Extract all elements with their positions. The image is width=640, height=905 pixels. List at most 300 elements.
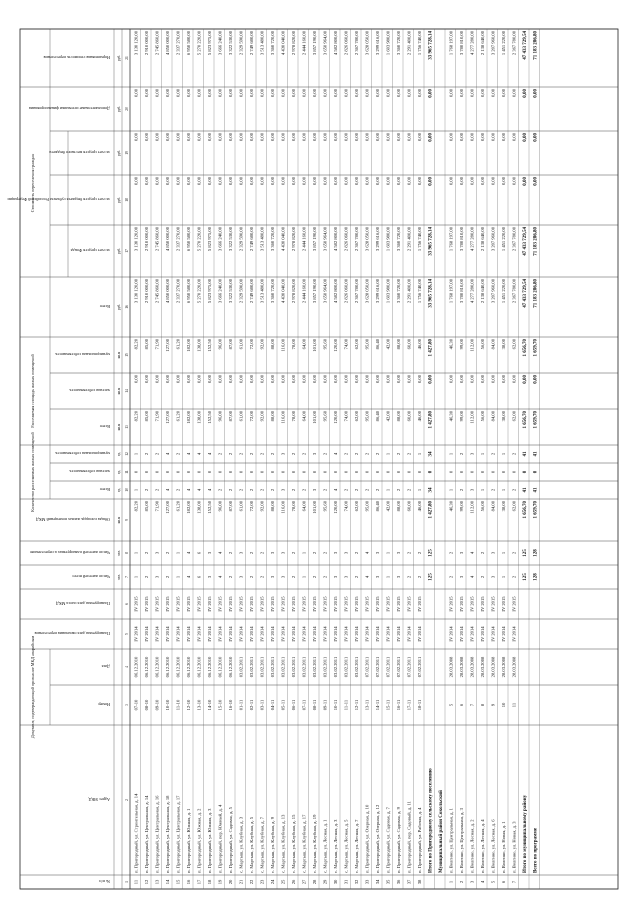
table-row: 1 451 220,00	[501, 31, 506, 56]
table-row: 0,00	[322, 133, 328, 142]
table-row: 2	[354, 575, 359, 579]
table-row: 0	[448, 470, 454, 474]
table-row: 0	[417, 470, 422, 474]
table-row: 3	[459, 575, 464, 579]
table-row: 12-10	[186, 699, 191, 711]
table-row: п. Пригородный, ул. Южная, д. 1	[186, 808, 191, 873]
table-row: 3 650 964,00	[322, 279, 328, 304]
table-row: 120,00	[333, 501, 338, 514]
table-row: 2	[175, 452, 181, 456]
table-row: 0,00	[207, 133, 212, 142]
table-row: 6	[196, 551, 202, 555]
table-row: 3	[396, 575, 401, 579]
table-row: 2 444 160,00	[301, 227, 307, 252]
table-row: 2	[144, 551, 149, 555]
table-row: 0,00	[396, 375, 401, 384]
table-row: IV 2014	[133, 626, 139, 642]
column-header: Планируемая дата окончания переселения	[34, 631, 110, 636]
table-row: 152,50	[207, 339, 212, 352]
table-row: 0	[133, 470, 139, 474]
table-row: 1	[480, 452, 485, 456]
table-row: IV 2014	[322, 626, 328, 642]
table-row: 96,00	[217, 411, 223, 422]
table-row: 4 277 280,00	[469, 279, 475, 304]
subtotal-row: 0,00	[523, 89, 528, 98]
table-row: 0,00	[259, 177, 265, 186]
table-row: 3 207 960,00	[490, 227, 496, 252]
table-row: 0,00	[259, 375, 265, 384]
table-row: 99,00	[459, 339, 464, 350]
table-row: 0,00	[312, 177, 317, 186]
table-row: 18	[207, 879, 212, 885]
table-row: 3	[280, 452, 286, 456]
table-row: 0,00	[322, 375, 328, 384]
grand-total-row: 41	[533, 487, 539, 493]
table-row: 0	[490, 470, 496, 474]
column-number: 9	[125, 519, 129, 521]
table-row: 3 299 616,00	[375, 31, 380, 56]
table-row: 2	[144, 452, 149, 456]
subtotal-row: 0,00	[523, 133, 528, 142]
table-row: 1 603 980,00	[385, 279, 391, 304]
table-row: 152,50	[207, 411, 212, 424]
table-row: IV 2014	[249, 626, 254, 642]
subtotal-row: Итого по Пригородному сельскому поселению	[428, 768, 434, 873]
table-row: 0,00	[448, 375, 454, 384]
table-row: 0,00	[249, 89, 254, 98]
table-row: IV 2015	[165, 596, 170, 612]
table-row: 4	[469, 575, 475, 579]
table-row: 4 582 800,00	[333, 279, 338, 304]
column-header: Планируемая дата сноса МКД	[56, 601, 110, 606]
table-row: 07.02.2011	[364, 656, 370, 678]
table-row: 2	[312, 551, 317, 555]
unit-label: ед.	[117, 469, 121, 475]
table-row: IV 2015	[186, 596, 191, 612]
table-row: 1	[448, 880, 454, 884]
table-row: 138,00	[196, 339, 202, 352]
table-row: 1	[133, 551, 139, 555]
grand-total-row: 71 183 286,80	[533, 279, 539, 308]
table-row: 2 826 060,00	[343, 31, 349, 56]
column-number: 10	[125, 488, 129, 492]
table-row: 72,00	[249, 501, 254, 512]
table-row: 138,00	[196, 501, 202, 514]
table-row: 15-11	[385, 699, 391, 711]
table-row: 0	[270, 470, 275, 474]
table-row: 46,00	[417, 501, 422, 512]
table-row: 4	[364, 575, 370, 579]
table-row: 3	[280, 575, 286, 579]
table-row: 0	[228, 470, 233, 474]
table-row: 3 299 616,00	[375, 279, 380, 304]
table-row: 3 780 810,00	[459, 31, 464, 56]
table-row: IV 2014	[343, 626, 349, 642]
subtotal-row: 41	[523, 451, 528, 457]
table-row: 3 628 050,00	[364, 227, 370, 252]
table-row: с. Мартыш, ул. Лесная, д. 1	[322, 819, 328, 873]
table-row: IV 2015	[417, 596, 422, 612]
table-row: IV 2014	[480, 626, 485, 642]
column-header: № п/п	[99, 879, 110, 884]
table-row: IV 2014	[501, 626, 506, 642]
table-row: 2	[511, 488, 517, 492]
table-row: 21	[238, 879, 244, 885]
table-row: 6 950 580,00	[186, 31, 191, 56]
table-row: п. Пригородный, пер. Садовый, д. 11	[406, 801, 412, 873]
table-row: 2	[228, 551, 233, 555]
table-row: 0,00	[154, 89, 160, 98]
table-row: 10	[501, 702, 506, 708]
table-row: 2 745 860,00	[154, 279, 160, 304]
subtotal-row: 0	[428, 470, 434, 474]
table-row: IV 2014	[217, 626, 223, 642]
table-row: 84,00	[490, 411, 496, 422]
table-row: 0,00	[196, 133, 202, 142]
table-row: п. Волгино, ул. Лесная, д. 4	[480, 819, 485, 873]
table-row: 0,00	[144, 133, 149, 142]
subtotal-row: 0,00	[523, 177, 528, 186]
table-row: 1 768 197,00	[448, 31, 454, 56]
table-row: 1 603 980,00	[385, 31, 391, 56]
subtotal-row: 1 427,80	[428, 501, 434, 519]
table-row: 2 329 590,00	[238, 227, 244, 252]
grand-total-row: Всего по программе	[533, 827, 539, 873]
table-row: 0,00	[322, 177, 328, 186]
table-row: 02-11	[249, 699, 254, 711]
table-row: IV 2015	[375, 596, 380, 612]
column-number: 15	[125, 353, 129, 357]
table-row: 56,00	[480, 501, 485, 512]
table-row: 1	[480, 488, 485, 492]
table-row: 2	[301, 452, 307, 456]
table-row: 1 756 740,00	[417, 31, 422, 56]
table-row: 17	[196, 879, 202, 885]
table-row: 3 360 720,00	[396, 31, 401, 56]
table-row: 4	[480, 880, 485, 884]
table-row: 07.02.2011	[396, 656, 401, 678]
table-row: 46,30	[448, 501, 454, 512]
table-row: 95,60	[322, 339, 328, 350]
table-row: 0,00	[238, 133, 244, 142]
table-row: 0,00	[459, 177, 464, 186]
table-row: 0,00	[175, 177, 181, 186]
table-row: 0,00	[343, 133, 349, 142]
table-row: IV 2015	[144, 596, 149, 612]
table-row: 06-11	[291, 699, 296, 711]
table-row: 99,00	[459, 411, 464, 422]
table-row: 0,00	[196, 89, 202, 98]
table-row: 0	[354, 470, 359, 474]
table-row: 86,40	[375, 501, 380, 512]
table-row: 15-10	[217, 699, 223, 711]
table-row: 0,00	[301, 177, 307, 186]
table-row: 07.02.2011	[417, 656, 422, 678]
table-row: с. Мартыш, ул. Лесная, д. 3	[333, 819, 338, 873]
table-row: 0,00	[459, 375, 464, 384]
table-row: 3	[343, 551, 349, 555]
table-row: 22	[249, 879, 254, 885]
table-row: 2 910 000,00	[144, 279, 149, 304]
table-row: 72,00	[249, 339, 254, 350]
table-row: 6	[196, 575, 202, 579]
table-row: п. Пригородный, ул. Центральная, д. 18	[165, 795, 170, 873]
table-row: 1	[417, 452, 422, 456]
table-row: 56,00	[480, 411, 485, 422]
table-row: 2	[249, 488, 254, 492]
table-row: 2	[406, 488, 412, 492]
table-row: 0	[375, 470, 380, 474]
table-row: 07-10	[133, 699, 139, 711]
table-row: 06.12.2010	[217, 656, 223, 678]
table-row: 99,00	[459, 501, 464, 512]
column-number: 2	[125, 799, 129, 801]
column-number: 20	[125, 107, 129, 111]
table-row: 18-11	[417, 699, 422, 711]
table-row: 5	[448, 703, 454, 707]
table-row: 3 130 120,00	[133, 279, 139, 304]
table-row: 4	[333, 488, 338, 492]
table-row: 0	[396, 470, 401, 474]
table-row: 14-11	[375, 699, 380, 711]
grand-total-row: 0,00	[533, 89, 539, 98]
table-row: 2	[354, 452, 359, 456]
table-row: 0,00	[291, 89, 296, 98]
table-row: 2	[217, 452, 223, 456]
column-header: Число жителей всего	[72, 574, 110, 579]
group-header-doc: Документ, подтверждающий признание МКД аварийным	[30, 635, 35, 739]
table-row: п. Пригородный, ул. Садовая, д. 5	[228, 807, 233, 873]
table-row: 127,00	[165, 501, 170, 514]
subtotal-row: 0,00	[428, 375, 434, 384]
table-row: 1	[175, 575, 181, 579]
table-row: п. Волгино, ул. Лесная, д. 6	[490, 819, 496, 873]
table-row: 06.12.2010	[175, 656, 181, 678]
table-row: 88,00	[270, 339, 275, 350]
column-header: Дополнительные источники финансирования	[29, 106, 110, 111]
table-row: 0,00	[238, 375, 244, 384]
table-row: 64,00	[301, 411, 307, 422]
table-row: 60,00	[406, 339, 412, 350]
table-row: 0	[207, 470, 212, 474]
table-row: IV 2015	[459, 596, 464, 612]
unit-label: руб.	[117, 196, 121, 204]
unit-label: руб.	[117, 105, 121, 113]
table-row: 28.03.2008	[490, 656, 496, 678]
table-row: 0,00	[343, 89, 349, 98]
table-row: п. Пригородный, ул. Центральная, д. 14	[144, 795, 149, 873]
table-row: 0,00	[448, 177, 454, 186]
table-row: 0	[291, 470, 296, 474]
table-row: 3	[238, 551, 244, 555]
table-row: 3 666 240,00	[217, 227, 223, 252]
subtotal-row: 34	[428, 487, 434, 493]
table-row: 0,00	[280, 177, 286, 186]
table-row: 42,00	[385, 339, 391, 350]
table-row: п. Волгино, ул. Центральная, д. 1	[448, 808, 454, 873]
table-row: 07.02.2011	[406, 656, 412, 678]
table-row: 96,00	[217, 339, 223, 350]
table-row: 182,00	[186, 339, 191, 352]
table-row: 12	[144, 879, 149, 885]
table-row: 2 337 270,00	[175, 227, 181, 252]
table-row: 182,00	[186, 411, 191, 424]
table-row: 2	[144, 575, 149, 579]
table-row: п. Пригородный, ул. Садовая, д. 7	[385, 807, 391, 873]
table-row: п. Пригородный, ул. Южная, д. 3	[207, 808, 212, 873]
table-row: 0,00	[175, 133, 181, 142]
table-row: 2	[249, 551, 254, 555]
table-row: 92,00	[259, 411, 265, 422]
table-row: 2	[511, 551, 517, 555]
table-row: 4 430 040,00	[280, 227, 286, 252]
table-row: 0,00	[259, 133, 265, 142]
table-row: 3	[490, 575, 496, 579]
table-row: 3	[469, 452, 475, 456]
table-row: 0	[280, 470, 286, 474]
table-row: 4	[469, 551, 475, 555]
table-row: 2 367 780,00	[354, 31, 359, 56]
table-row: 0,00	[333, 375, 338, 384]
table-row: 3 780 810,00	[459, 227, 464, 252]
table-row: п. Волгино, ул. Новая, д. 1	[501, 821, 506, 873]
table-row: 61,00	[238, 339, 244, 350]
table-row: 2	[217, 488, 223, 492]
table-row: 0,00	[217, 375, 223, 384]
subtotal-row: 125	[428, 549, 434, 557]
table-row: 0,00	[354, 133, 359, 142]
table-row: 2 749 680,00	[249, 227, 254, 252]
unit-label: кв.м	[117, 516, 121, 524]
subtotal-row: 41	[523, 487, 528, 493]
table-row: 1	[501, 575, 506, 579]
unit-label: чел.	[117, 549, 121, 557]
table-row: 0,00	[396, 133, 401, 142]
table-row: 2	[312, 575, 317, 579]
table-row: 0,00	[480, 89, 485, 98]
table-row: 1	[133, 488, 139, 492]
table-row: 4	[217, 575, 223, 579]
column-number: 16	[125, 305, 129, 309]
subtotal-row: 34	[428, 451, 434, 457]
table-row: п. Пригородный, пер. Южный, д. 4	[217, 804, 223, 873]
table-row: 61,20	[175, 339, 181, 350]
column-number: 12	[125, 452, 129, 456]
table-row: 28.03.2008	[501, 656, 506, 678]
grand-total-row: 0,00	[533, 177, 539, 186]
table-row: 74,00	[343, 411, 349, 422]
table-row: 0,00	[354, 177, 359, 186]
table-row: 0,00	[280, 89, 286, 98]
table-row: 0,00	[175, 89, 181, 98]
table-row: 3 513 480,00	[259, 31, 265, 56]
grand-total-row: 1 659,70	[533, 501, 539, 519]
table-row: 2	[448, 575, 454, 579]
table-row: 3	[343, 575, 349, 579]
table-row: 2	[343, 488, 349, 492]
table-row: 4	[217, 551, 223, 555]
table-row: 2	[270, 452, 275, 456]
table-row: IV 2015	[291, 596, 296, 612]
subtotal-row: 0,00	[428, 133, 434, 142]
table-row: 2 329 590,00	[238, 31, 244, 56]
table-row: 2	[364, 488, 370, 492]
column-number: 14	[125, 389, 129, 393]
column-header: муниципальная собственность	[55, 451, 110, 456]
table-row: 35	[385, 879, 391, 885]
table-row: 4 582 800,00	[333, 31, 338, 56]
table-row: 0	[238, 470, 244, 474]
table-row: п. Пригородный, ул. Садовая, д. 9	[396, 807, 401, 873]
table-row: 88,00	[396, 411, 401, 422]
table-row: 2	[291, 551, 296, 555]
table-row: 3	[280, 488, 286, 492]
table-row: 3 628 050,00	[364, 31, 370, 56]
table-row: 3	[270, 551, 275, 555]
table-row: 0,00	[154, 133, 160, 142]
table-row: 0	[144, 470, 149, 474]
table-row: 2	[165, 551, 170, 555]
table-row: 3	[280, 551, 286, 555]
table-row: 03.02.2011	[322, 656, 328, 678]
column-header: Всего	[99, 304, 110, 309]
table-row: 14-10	[207, 699, 212, 711]
table-row: с. Мартыш, ул. Клубная, д. 9	[270, 816, 275, 873]
table-row: 2	[459, 880, 464, 884]
table-row: IV 2015	[175, 596, 181, 612]
table-row: 1 756 740,00	[417, 227, 422, 252]
table-row: 2 978 820,00	[291, 279, 296, 304]
table-row: 23	[259, 879, 265, 885]
table-row: 112,00	[469, 501, 475, 514]
table-row: IV 2015	[364, 596, 370, 612]
table-row: 72,00	[249, 411, 254, 422]
table-row: 03.02.2011	[333, 656, 338, 678]
table-row: 2 291 400,00	[406, 279, 412, 304]
table-row: с. Мартыш, ул. Клубная, д. 17	[301, 814, 307, 873]
table-row: 09-11	[322, 699, 328, 711]
table-row: 85,00	[144, 411, 149, 422]
table-row: 0,00	[144, 375, 149, 384]
table-row: 8	[480, 703, 485, 707]
table-row: 0,00	[480, 177, 485, 186]
table-row: 2	[459, 452, 464, 456]
table-row: 0,00	[417, 89, 422, 98]
table-row: 2	[259, 488, 265, 492]
table-row: IV 2014	[280, 626, 286, 642]
table-row: 1	[385, 551, 391, 555]
table-row: 3 650 964,00	[322, 31, 328, 56]
table-row: 3 360 720,00	[270, 227, 275, 252]
table-row: 61,00	[238, 411, 244, 422]
table-row: п. Пригородный, ул. Рабочая, д. 4	[417, 807, 422, 873]
table-row: IV 2015	[249, 596, 254, 612]
table-row: 4	[207, 452, 212, 456]
table-row: 03-11	[259, 699, 265, 711]
table-row: 0,00	[312, 89, 317, 98]
table-row: 0,00	[375, 177, 380, 186]
table-row: 0,00	[375, 133, 380, 142]
column-header: за счет средств бюджета субъекта Российской Федерации	[7, 197, 110, 202]
table-row: 2	[375, 452, 380, 456]
table-row: 2	[228, 488, 233, 492]
table-row: 38,00	[501, 339, 506, 350]
table-row: 03.02.2011	[343, 656, 349, 678]
table-row: с. Мартыш, ул. Клубная, д. 19	[312, 814, 317, 873]
table-row: IV 2014	[175, 626, 181, 642]
table-row: IV 2014	[396, 626, 401, 642]
table-row: 2	[396, 488, 401, 492]
